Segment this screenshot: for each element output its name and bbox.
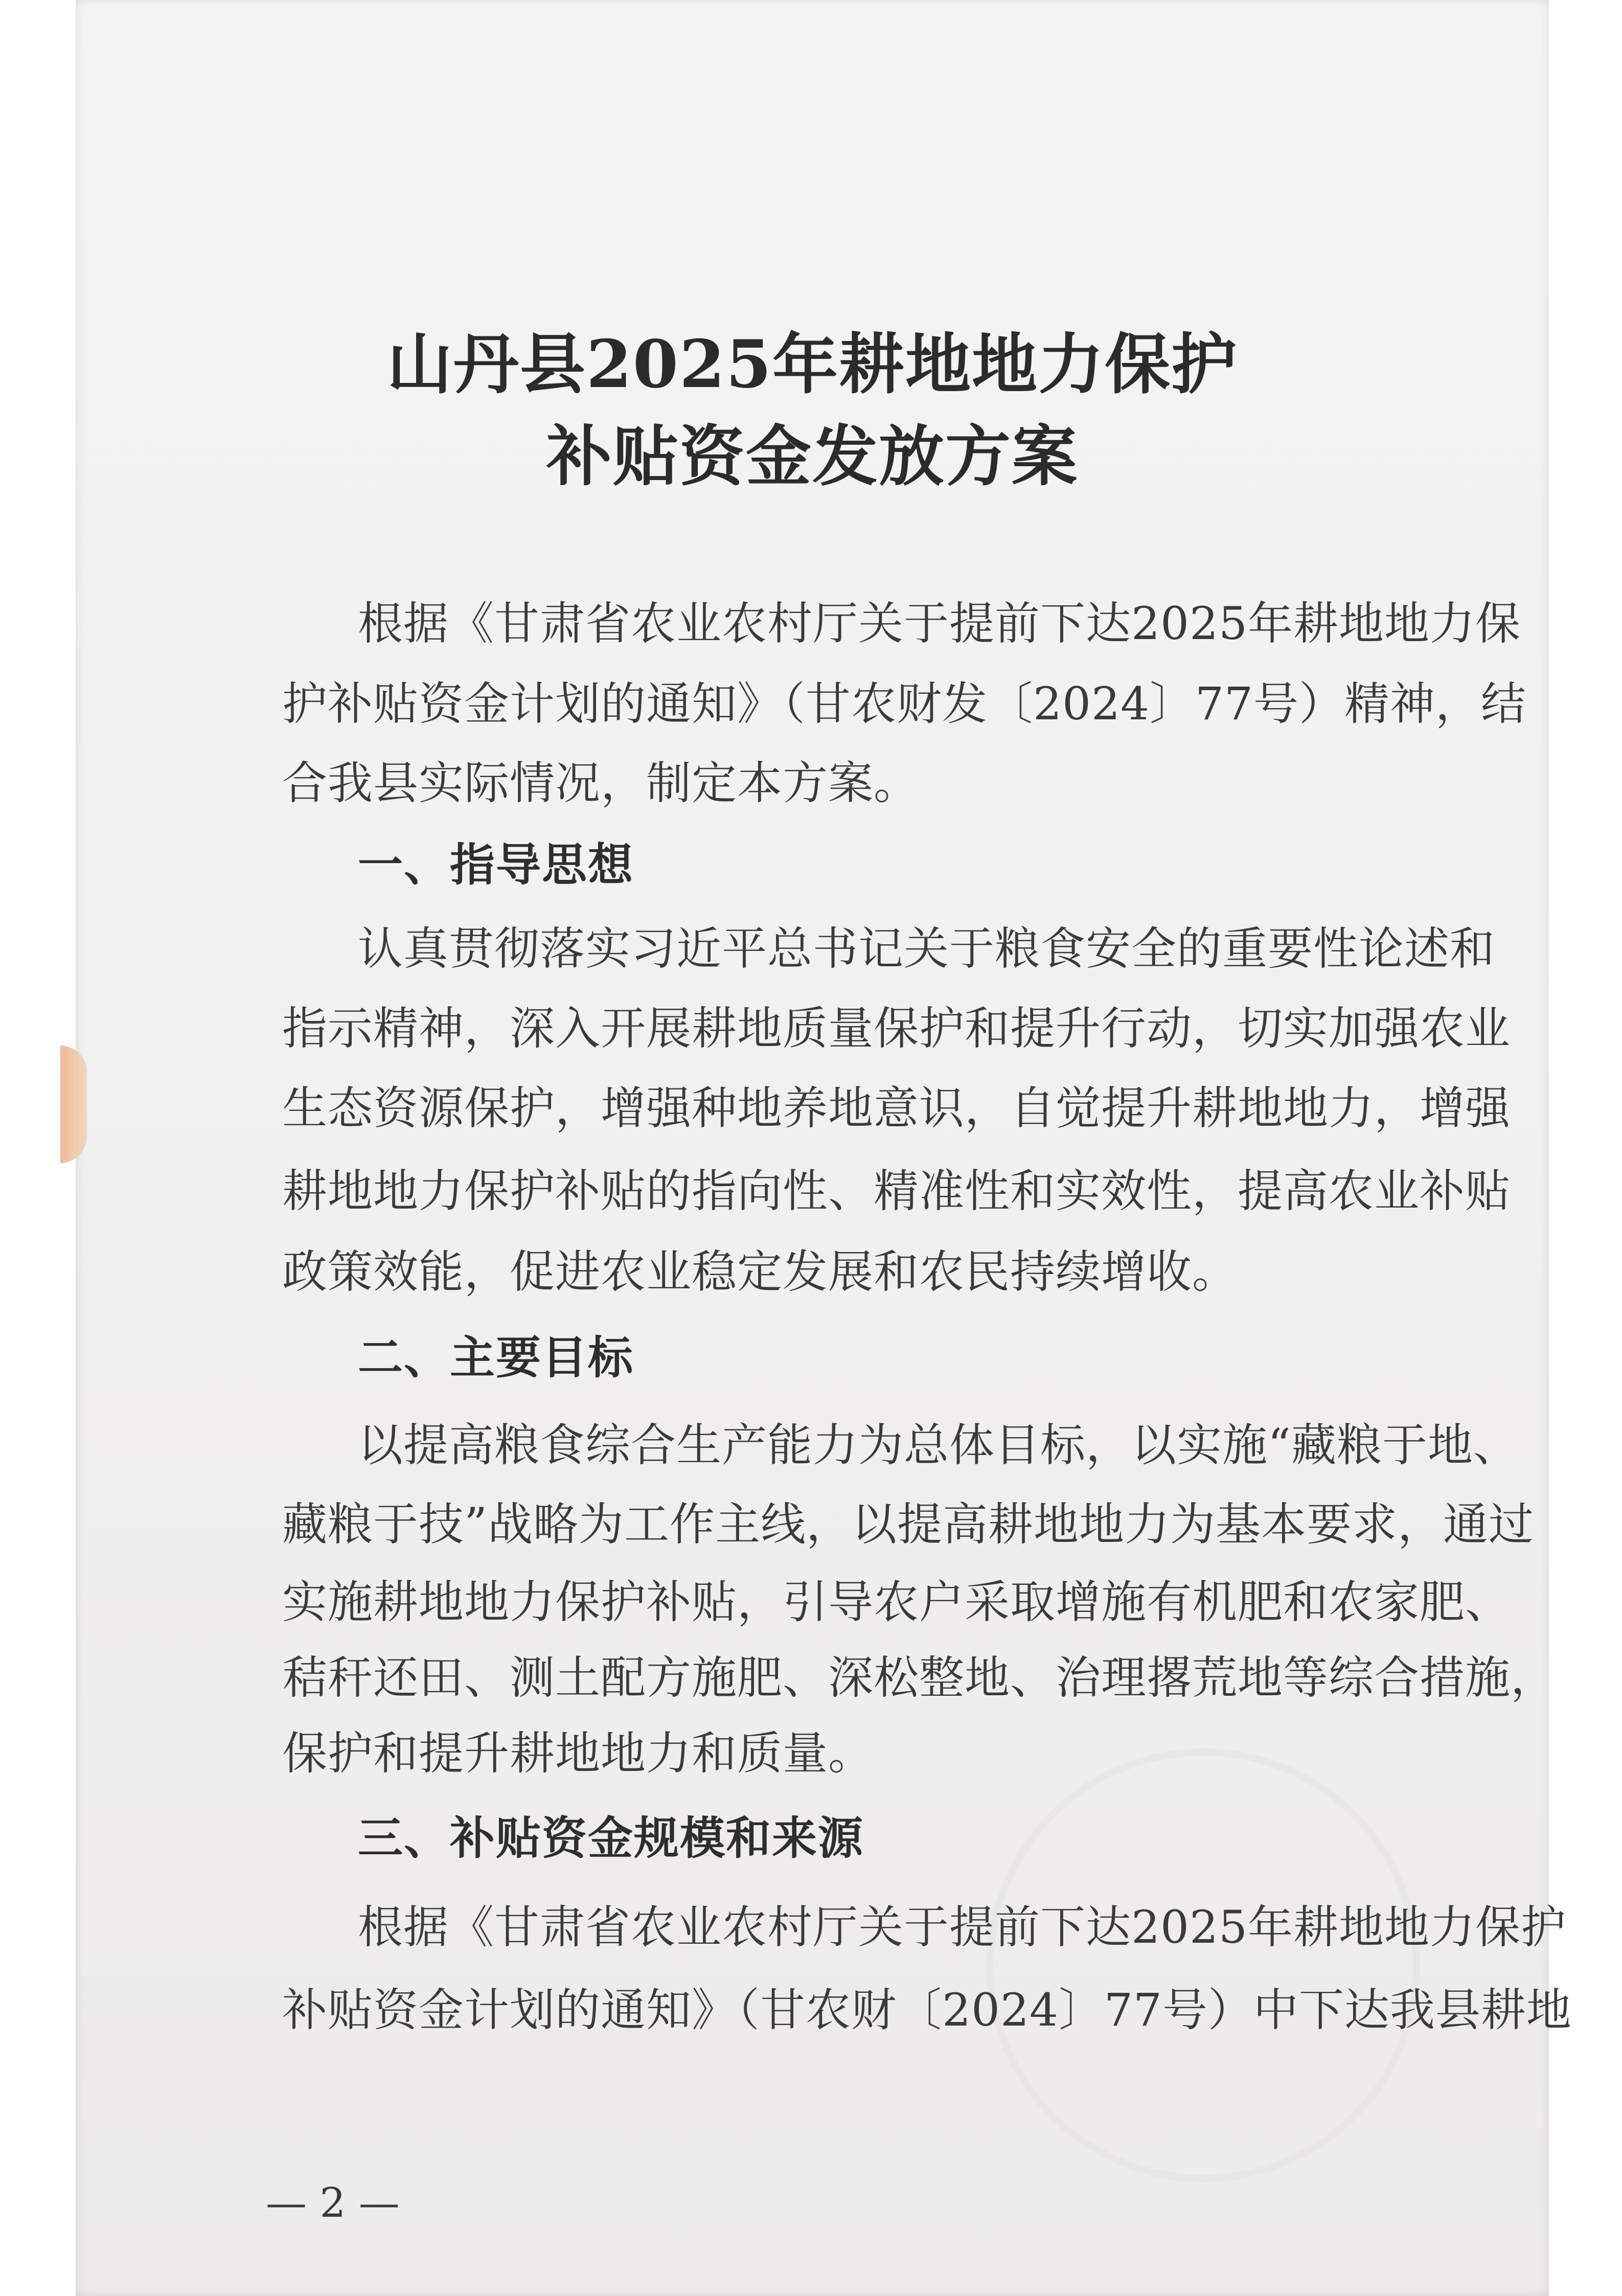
section-heading-1: 一、指导思想	[358, 838, 634, 891]
section1-line: 政策效能，促进农业稳定发展和农民持续增收。	[282, 1245, 1238, 1298]
section1-line: 指示精神，深入开展耕地质量保护和提升行动，切实加强农业	[282, 1002, 1511, 1055]
section1-line: 生态资源保护，增强种地养地意识，自觉提升耕地地力，增强	[282, 1082, 1511, 1134]
document-title-line-2: 补贴资金发放方案	[546, 418, 1078, 495]
section1-line: 认真贯彻落实习近平总书记关于粮食安全的重要性论述和	[358, 922, 1496, 975]
section-heading-2: 二、主要目标	[358, 1331, 634, 1384]
section1-line: 耕地地力保护补贴的指向性、精准性和实效性，提高农业补贴	[282, 1165, 1511, 1217]
finger-edge	[60, 1045, 87, 1163]
section2-line: 秸秆还田、测土配方施肥、深松整地、治理撂荒地等综合措施，	[282, 1651, 1557, 1704]
section-heading-3: 三、补贴资金规模和来源	[358, 1812, 864, 1865]
section3-line: 根据《甘肃省农业农村厅关于提前下达2025年耕地地力保护	[358, 1901, 1566, 1953]
section3-line: 补贴资金计划的通知》（甘农财〔2024〕77号）中下达我县耕地	[282, 1984, 1572, 2036]
section2-line: 保护和提升耕地地力和质量。	[282, 1727, 874, 1780]
section2-line: 藏粮于技”战略为工作主线，以提高耕地地力为基本要求，通过	[282, 1498, 1534, 1551]
document-title-line-1: 山丹县2025年耕地地力保护	[386, 326, 1238, 403]
section2-line: 以提高粮食综合生产能力为总体目标，以实施“藏粮于地、	[358, 1419, 1519, 1471]
intro-line: 合我县实际情况，制定本方案。	[282, 757, 920, 809]
page-number: — 2 —	[266, 2179, 400, 2226]
intro-line: 根据《甘肃省农业农村厅关于提前下达2025年耕地地力保	[358, 597, 1521, 650]
intro-line: 护补贴资金计划的通知》（甘农财发〔2024〕77号）精神，结	[282, 677, 1526, 730]
seal-bleed-through	[987, 1748, 1420, 2182]
section2-line: 实施耕地地力保护补贴，引导农户采取增施有机肥和农家肥、	[282, 1576, 1511, 1628]
